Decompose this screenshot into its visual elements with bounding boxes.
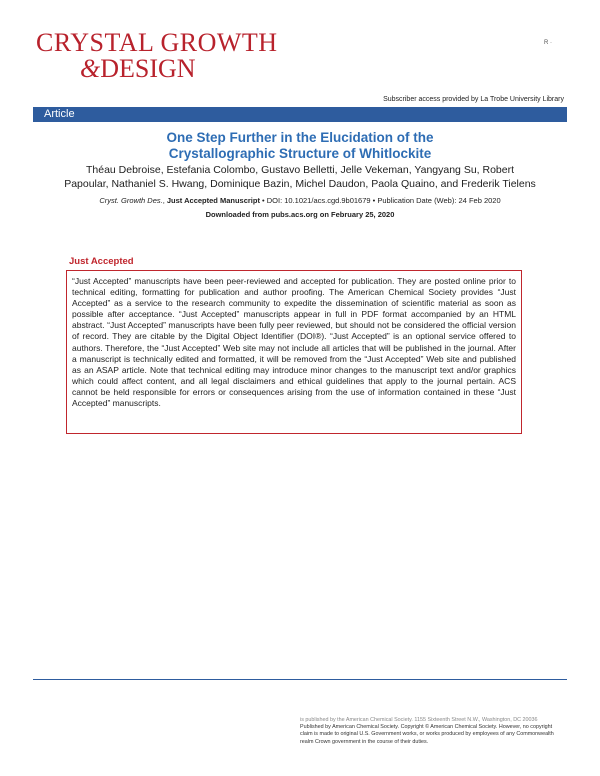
- article-title[interactable]: [40, 130, 560, 162]
- doi-and-date[interactable]: • DOI: 10.1021/acs.cgd.9b01679 • Publication Date (Web): 24 Feb 2020: [259, 196, 501, 205]
- title-line-2: Crystallographic Structure of Whitlockite: [168, 146, 432, 161]
- manuscript-status: Just Accepted Manuscript: [166, 196, 260, 205]
- authors-line-2: Papoular, Nathaniel S. Hwang, Dominique Bazin, Michel Daudon, Paola Quaino, and Frederik Tielens: [64, 178, 536, 190]
- citation-sep: ,: [162, 196, 167, 205]
- section-label: Article: [44, 108, 75, 120]
- publisher-footer: [300, 717, 562, 746]
- corner-mark: R ·: [544, 40, 552, 46]
- just-accepted-heading: Just Accepted: [69, 256, 134, 267]
- citation-line: [40, 196, 560, 205]
- title-line-1: One Step Further in the Elucidation of the: [166, 130, 434, 145]
- logo-ampersand: &: [80, 54, 101, 83]
- logo-line-2: [80, 56, 278, 82]
- author-list: [40, 163, 560, 191]
- logo-line-1: CRYSTAL GROWTH: [36, 28, 278, 57]
- publisher-address: is published by the American Chemical Society. 1155 Sixteenth Street N.W., Washington, DC 20036: [300, 717, 538, 723]
- journal-abbrev: Cryst. Growth Des.: [99, 196, 163, 205]
- authors-line-1: Théau Debroise, Estefania Colombo, Gustavo Belletti, Jelle Vekeman, Yangyang Su, Robert: [85, 164, 515, 176]
- just-accepted-text: “Just Accepted” manuscripts have been peer-reviewed and accepted for publication. They are posted online prior to technical editing, formatting for publication and author proofing. The American Chemical Society provides “Just Accepted” as a service to the research community to expedite the dissemination of scientific material as soon as possible after acceptance. “Just Accepted” manuscripts appear in full in PDF format accompanied by an HTML abstract. “Just Accepted” manuscripts have been fully peer reviewed, but should not be considered the official version of record. They are citable by the Digital Object Identifier (DOI®). “Just Accepted” is an optional service offered to authors. Therefore, the “Just Accepted” Web site may not include all articles that will be published in the journal. After a manuscript is technically edited and formatted, it will be removed from the “Just Accepted” Web site and published as an ASAP article. Note that technical editing may introduce minor changes to the manuscript text and/or graphics which could affect content, and all legal disclaimers and ethical guidelines that apply to the journal pertain. ACS cannot be held responsible for errors or consequences arising from the use of information contained in these “Just Accepted” manuscripts.: [72, 276, 516, 409]
- section-bar: [33, 107, 567, 122]
- footer-divider: [33, 679, 567, 680]
- subscriber-access-note: Subscriber access provided by La Trobe University Library: [383, 96, 564, 103]
- download-note: Downloaded from pubs.acs.org on February 25, 2020: [205, 210, 395, 219]
- logo-design: DESIGN: [100, 54, 196, 83]
- copyright-notice: Published by American Chemical Society. Copyright © American Chemical Society. However, no copyright claim is made to original U.S. Government works, or works produced by employees of any Commonwealth realm Crown government in the course of their duties.: [300, 724, 554, 745]
- journal-logo: [36, 30, 278, 82]
